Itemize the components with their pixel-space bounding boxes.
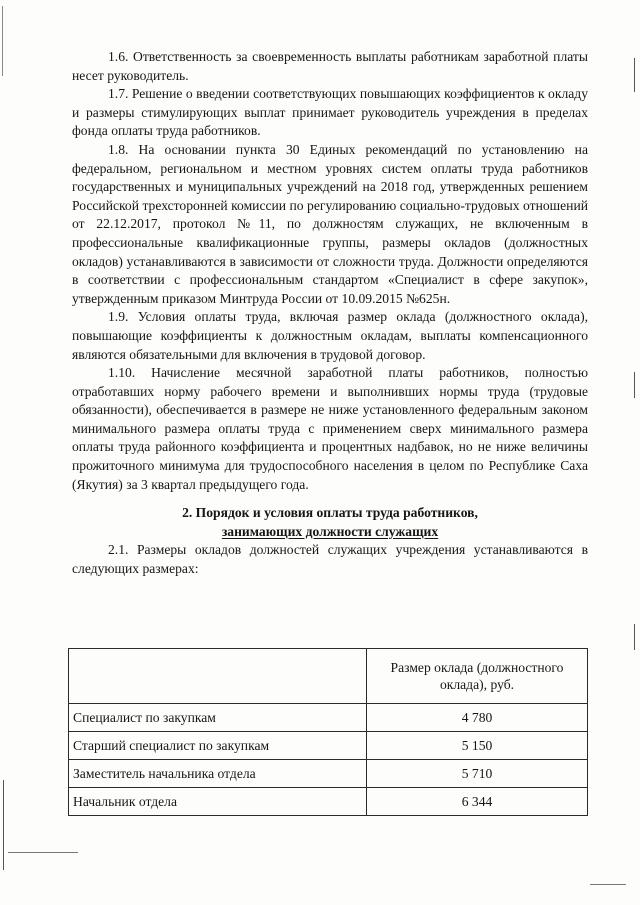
salary-cell: 4 780	[367, 704, 588, 732]
section-heading-line-1: 2. Порядок и условия оплаты труда работников,	[182, 505, 478, 521]
scan-edge-mark	[634, 58, 635, 92]
header-position	[69, 649, 367, 704]
scan-edge-mark	[3, 780, 4, 870]
paragraph-1-7: 1.7. Решение о введении соответствующих повышающих коэффициентов к окладу и размеры стимулирующих выплат принимает руководитель учреждения в пределах фонда оплаты труда работников.	[72, 86, 588, 139]
position-cell: Заместитель начальника отдела	[69, 760, 367, 788]
paragraph-2-1: 2.1. Размеры окладов должностей служащих учреждения устанавливаются в следующих размерах:	[72, 542, 588, 577]
paragraph-1-10: 1.10. Начисление месячной заработной платы работников, полностью отработавших норму рабочего времени и выполнивших нормы труда (трудовые обязанности), обеспечивается в размере не ниже установленного федеральным законом минимального размера оплаты труда с применением сверх минимального размера оплаты труда районного коэффициента и процентных надбавок, но не ниже величины прожиточного минимума для трудоспособного населения в целом по Республике Саха (Якутия) за 3 квартал предыдущего года.	[72, 365, 588, 492]
position-cell: Начальник отдела	[69, 788, 367, 816]
scan-footer-line	[590, 884, 626, 885]
table-row	[69, 788, 588, 816]
table-row	[69, 704, 588, 732]
table-header-row	[69, 649, 588, 704]
position-cell: Старший специалист по закупкам	[69, 732, 367, 760]
header-salary: Размер оклада (должностного оклада), руб.	[367, 649, 588, 704]
salary-cell: 6 344	[367, 788, 588, 816]
scan-edge-mark	[634, 624, 635, 650]
scan-edge-mark	[2, 6, 3, 76]
table-row	[69, 760, 588, 788]
section-heading-line-2: занимающих должности служащих	[221, 523, 439, 539]
section-heading	[72, 504, 588, 541]
salary-cell: 5 710	[367, 760, 588, 788]
scan-footer-line	[8, 852, 78, 853]
paragraph-1-8: 1.8. На основании пункта 30 Единых рекомендаций по установлению на федеральном, региональном и местном уровнях систем оплаты труда работников государственных и муниципальных учреждений на 2018 год, утвержденных решением Российской трехсторонней комиссии по регулированию социально-трудовых отношений от 22.12.2017, протокол №11, по должностям служащих, не включенным в профессиональные квалификационные группы, размеры окладов (должностных окладов) устанавливаются в зависимости от сложности труда. Должности определяются в соответствии с профессиональным стандартом «Специалист в сфере закупок», утвержденным приказом Минтруда России от 10.09.2015 №625н.	[72, 141, 588, 306]
paragraph-1-9: 1.9. Условия оплаты труда, включая размер оклада (должностного оклада), повышающие коэффициенты к должностным окладам, выплаты компенсационного являются обязательными для включения в трудовой договор.	[72, 309, 588, 362]
scan-edge-mark	[634, 372, 635, 398]
salary-table	[68, 648, 588, 816]
salary-cell: 5 150	[367, 732, 588, 760]
paragraph-1-6: 1.6. Ответственность за своевременность выплаты работникам заработной платы несет руководитель.	[72, 49, 588, 83]
table-row	[69, 732, 588, 760]
document-body	[72, 48, 588, 579]
position-cell: Специалист по закупкам	[69, 704, 367, 732]
